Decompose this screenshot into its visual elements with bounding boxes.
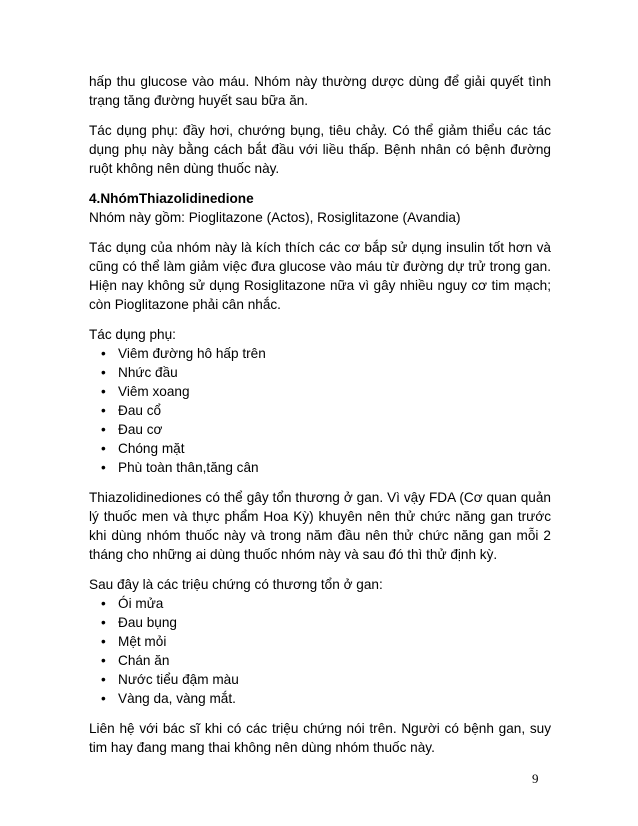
bullet-icon: • — [101, 691, 106, 706]
paragraph-side-effects-intro: Tác dụng phụ: đầy hơi, chướng bụng, tiêu chảy. Có thể giảm thiểu các tác dụng phụ này bằng cách bắt đầu với liều thấp. Bệnh nhân có bệnh đường ruột không nên dùng thuốc này. — [89, 123, 551, 176]
list-item — [89, 401, 551, 420]
section-intro: Nhóm này gồm: Pioglitazone (Actos), Rosiglitazone (Avandia) — [89, 210, 461, 225]
list-item — [89, 670, 551, 689]
list-item-text: Chóng mặt — [118, 441, 185, 456]
list-item — [89, 363, 551, 382]
bullet-icon: • — [101, 653, 106, 668]
bullet-icon: • — [101, 384, 106, 399]
paragraph-mechanism: Tác dụng của nhóm này là kích thích các cơ bắp sử dụng insulin tốt hơn và cũng có thể làm giảm việc đưa glucose vào máu từ đường dự trử trong gan. Hiện nay không sử dụng Rosiglitazone nữa vì gây nhiều nguy cơ tim mạch; còn Pioglitazone phải cân nhắc. — [89, 240, 551, 312]
bullet-icon: • — [101, 403, 106, 418]
list-item-text: Ói mửa — [118, 596, 164, 611]
bullet-icon: • — [101, 615, 106, 630]
list-item — [89, 613, 551, 632]
list-item-text: Viêm xoang — [118, 384, 190, 399]
paragraph-absorption: hấp thu glucose vào máu. Nhóm này thường dược dùng để giải quyết tình trạng tăng đường huyết sau bữa ăn. — [89, 74, 551, 108]
document-body — [89, 72, 551, 757]
list-item — [89, 458, 551, 477]
side-effects-label: Tác dụng phụ: — [89, 327, 176, 342]
list-item-text: Vàng da, vàng mắt. — [118, 691, 236, 706]
bullet-icon: • — [101, 365, 106, 380]
section-heading: 4.NhómThiazolidinedione — [89, 191, 254, 206]
list-item — [89, 594, 551, 613]
list-item — [89, 420, 551, 439]
bullet-icon: • — [101, 346, 106, 361]
list-item — [89, 382, 551, 401]
bullet-icon: • — [101, 672, 106, 687]
list-item — [89, 439, 551, 458]
bullet-icon: • — [101, 441, 106, 456]
list-item-text: Nước tiểu đậm màu — [118, 672, 239, 687]
list-item-text: Đau cơ — [118, 422, 163, 437]
list-item-text: Mệt mỏi — [118, 634, 167, 649]
list-item — [89, 689, 551, 708]
list-item-text: Chán ăn — [118, 653, 170, 668]
paragraph-contact-doctor: Liên hệ với bác sĩ khi có các triệu chứng nói trên. Người có bệnh gan, suy tim hay đang mang thai không nên dùng nhóm thuốc này. — [89, 721, 551, 755]
list-item-text: Phù toàn thân,tăng cân — [118, 460, 259, 475]
page-number: 9 — [532, 771, 539, 786]
bullet-icon: • — [101, 422, 106, 437]
liver-symptoms-list — [89, 594, 551, 708]
list-item — [89, 344, 551, 363]
liver-symptoms-label: Sau đây là các triệu chứng có thương tổn ở gan: — [89, 577, 383, 592]
bullet-icon: • — [101, 460, 106, 475]
side-effects-list — [89, 344, 551, 477]
list-item-text: Viêm đường hô hấp trên — [118, 346, 266, 361]
list-item — [89, 632, 551, 651]
bullet-icon: • — [101, 634, 106, 649]
list-item — [89, 651, 551, 670]
bullet-icon: • — [101, 596, 106, 611]
list-item-text: Nhức đầu — [118, 365, 178, 380]
list-item-text: Đau bụng — [118, 615, 177, 630]
paragraph-liver-warning: Thiazolidinediones có thể gây tổn thương ở gan. Vì vậy FDA (Cơ quan quản lý thuốc men và thực phẩm Hoa Kỳ) khuyên nên thử chức năng gan trước khi dùng nhóm thuốc này và trong năm đầu nên thử chức năng gan mỗi 2 tháng cho những ai dùng thuốc nhóm này và sau đó thì thử định kỳ. — [89, 490, 551, 562]
list-item-text: Đau cổ — [118, 403, 162, 418]
